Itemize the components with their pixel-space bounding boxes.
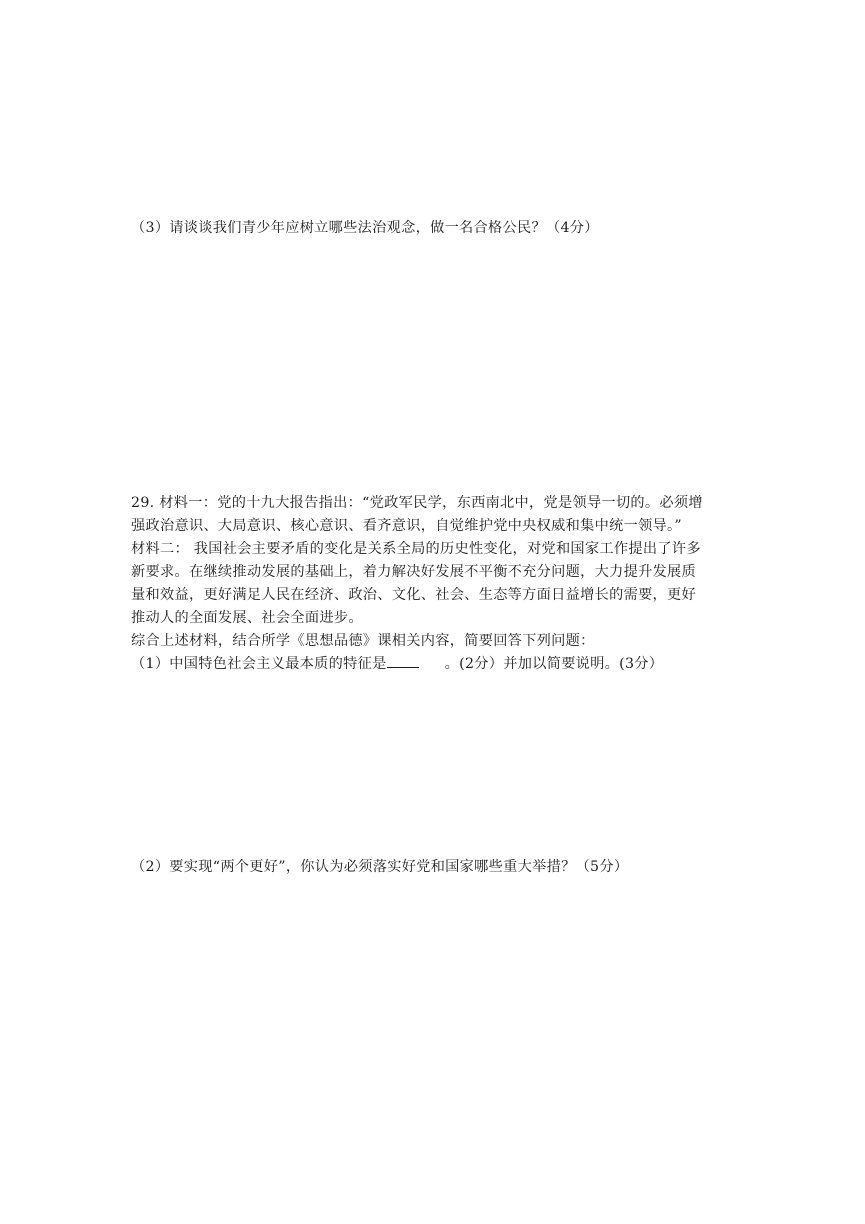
instruction-line: 综合上述材料，结合所学《思想品德》课相关内容，简要回答下列问题： (131, 633, 595, 649)
question-28-3: （3）请谈谈我们青少年应树立哪些法治观念，做一名合格公民？（4分） (131, 220, 599, 236)
material-line-1: 29. 材料一：党的十九大报告指出：“党政军民学，东西南北中，党是领导一切的。必须增 (131, 495, 703, 511)
material-line-5: 量和效益，更好满足人民在经济、政治、文化、社会、生态等方面日益增长的需要，更好 (131, 587, 697, 603)
material-line-4: 新要求。在继续推动发展的基础上，着力解决好发展不平衡不充分问题，大力提升发展质 (131, 564, 697, 580)
material-line-6: 推动人的全面发展、社会全面进步。 (131, 610, 363, 626)
question-29-1-score: 。(2分）并加以简要说明。(3分） (444, 656, 664, 672)
material-line-2: 强政治意识、大局意识、核心意识、看齐意识，自觉维护党中央权威和集中统一领导。” (131, 518, 682, 534)
question-29-1-text: （1）中国特色社会主义最本质的特征是 (131, 656, 387, 672)
question-29-1 (131, 653, 663, 675)
question-29-2: （2）要实现“两个更好”，你认为必须落实好党和国家哪些重大举措？（5分） (131, 859, 629, 875)
answer-blank[interactable] (387, 653, 419, 668)
material-line-3: 材料二： 我国社会主要矛盾的变化是关系全局的历史性变化，对党和国家工作提出了许多 (131, 541, 701, 557)
